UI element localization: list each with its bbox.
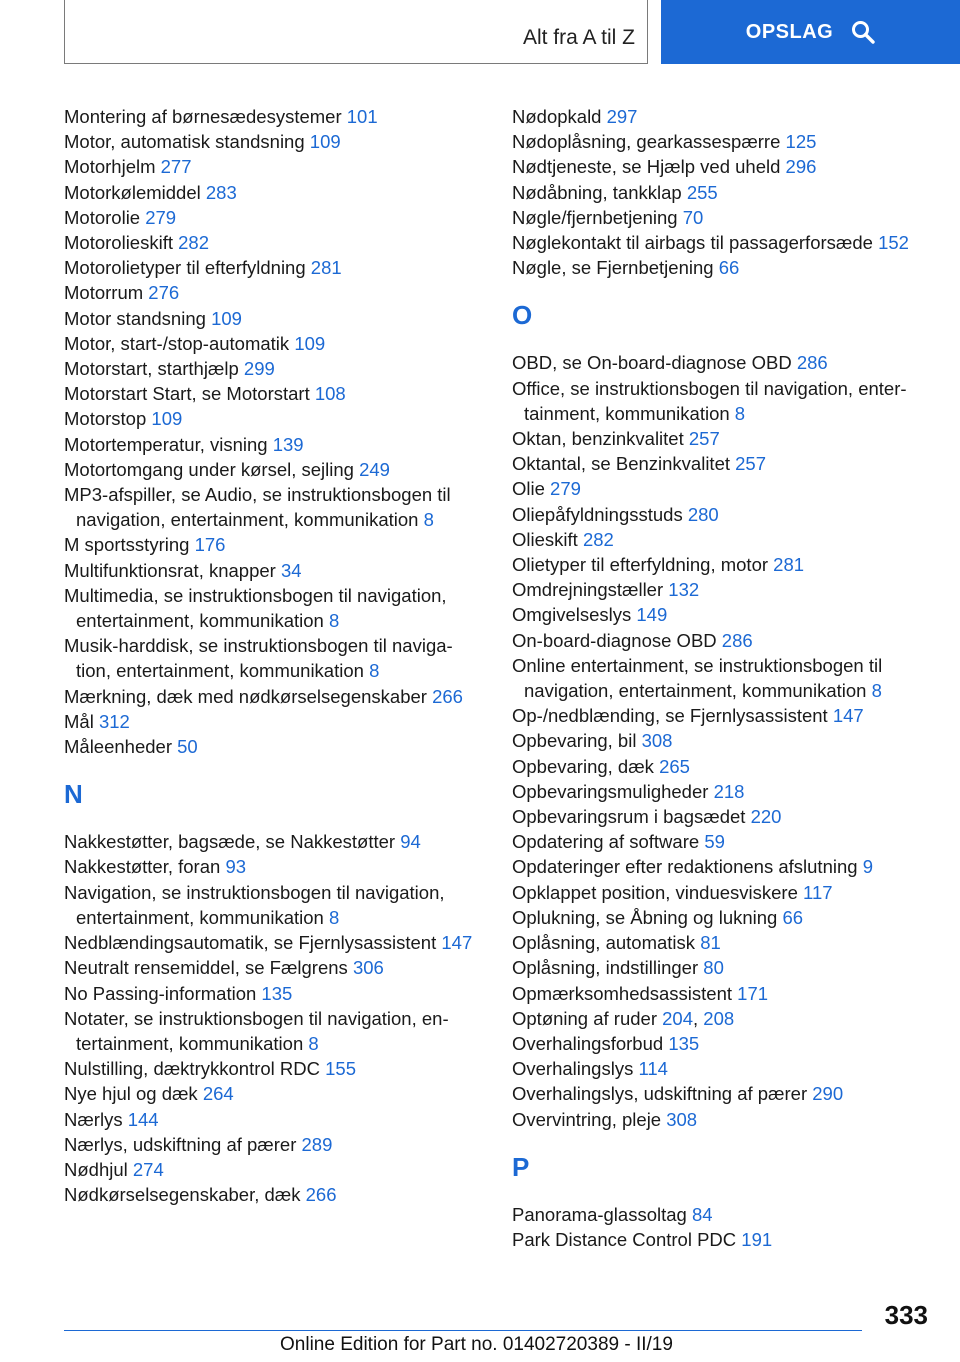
index-entry — [64, 432, 476, 457]
page-link[interactable]: 277 — [160, 156, 192, 178]
page-link[interactable]: 147 — [441, 932, 473, 954]
index-entry-text: Navigation, se instruktionsbogen til navigation, entertainment, kommunikation — [64, 881, 445, 928]
index-entry-text: Op-/nedblænding, se Fjernlysassistent — [512, 705, 833, 727]
page-link[interactable]: 152 — [878, 232, 909, 254]
page-link[interactable]: 257 — [735, 453, 767, 475]
index-entry-text: Olietyper til efterfyldning, motor — [512, 554, 774, 576]
index-entry-text: Motorstart, starthjælp — [64, 358, 244, 380]
index-entry-text: Multimedia, se instruktionsbogen til navigation, entertainment, kommunikation — [64, 584, 447, 632]
index-entry-text: Nøgle, se Fjernbetjening — [512, 257, 719, 279]
page-link[interactable]: 191 — [741, 1228, 773, 1250]
index-entry-text: Nærlys — [64, 1108, 128, 1130]
index-entry — [512, 230, 932, 255]
page-link[interactable]: 59 — [704, 831, 725, 853]
index-entry — [64, 104, 476, 129]
page-link[interactable]: 274 — [132, 1158, 164, 1180]
page-link[interactable]: 114 — [638, 1058, 668, 1080]
index-entry — [64, 406, 476, 431]
page-link[interactable]: 93 — [225, 856, 247, 878]
index-entry-text: Olieskift — [512, 528, 583, 550]
footer-divider — [64, 1330, 862, 1331]
index-entry — [512, 602, 932, 627]
page-link[interactable]: 101 — [346, 106, 378, 127]
index-entry-text: Motortemperatur, visning — [64, 433, 273, 455]
page-link[interactable]: 289 — [301, 1133, 333, 1155]
index-entry-text: Oliepåfyldningsstuds — [512, 503, 688, 525]
index-entry-text: Nedblændingsautomatik, se Fjernlysassistent — [64, 932, 442, 954]
index-entry — [64, 180, 476, 205]
page-link[interactable]: 176 — [194, 534, 226, 556]
page-link[interactable]: 255 — [686, 181, 718, 203]
index-entry-text: Opbevaringsmuligheder — [512, 780, 714, 802]
index-entry — [512, 426, 932, 451]
page-link[interactable]: 66 — [782, 906, 804, 928]
index-entry-text: Nulstilling, dæktrykkontrol RDC — [64, 1058, 326, 1080]
index-entry — [512, 376, 932, 426]
page-link[interactable]: 204 — [662, 1007, 694, 1029]
index-entry — [64, 1107, 476, 1132]
index-entry — [512, 502, 932, 527]
index-entry — [64, 684, 476, 709]
index-entry-text: Montering af børnesædesystemer — [64, 106, 347, 127]
index-entry-text: Motorolieskift — [64, 232, 179, 254]
index-entry-text: Nødoplåsning, gearkassespærre — [512, 131, 786, 153]
index-entry — [512, 577, 932, 602]
index-entry — [512, 880, 932, 905]
index-entry — [512, 779, 932, 804]
page-link[interactable]: 306 — [352, 957, 384, 979]
index-entry — [512, 154, 932, 179]
page-link[interactable]: 276 — [148, 282, 180, 304]
page-link[interactable]: 66 — [718, 257, 740, 279]
index-entry — [512, 955, 932, 980]
index-entry-text: Nødåbning, tankklap — [512, 181, 687, 203]
index-entry-text: Motorolie — [64, 206, 146, 228]
index-entry-text: Motorkølemiddel — [64, 181, 206, 203]
index-entry-text: Omdrejningstæller — [512, 579, 669, 601]
index-entry-text: Oktantal, se Benzinkvalitet — [512, 453, 736, 475]
index-entry — [64, 356, 476, 381]
index-entry-text: Opklappet position, vinduesviskere — [512, 881, 804, 903]
index-entry — [64, 583, 476, 633]
index-column-right — [512, 104, 932, 1252]
index-entry-text: Mål — [64, 710, 99, 732]
index-entry-text: Overhalingslys — [512, 1058, 639, 1080]
index-entry — [64, 930, 476, 955]
index-entry — [512, 628, 932, 653]
index-entry-text: Motorhjelm — [64, 156, 161, 178]
page-link[interactable]: 283 — [205, 181, 237, 203]
index-entry-text: Olie — [512, 478, 551, 500]
page-link[interactable]: 282 — [582, 528, 614, 550]
index-entry — [512, 1056, 932, 1081]
index-entry — [64, 154, 476, 179]
index-entry-text: OBD, se On-board-diagnose OBD — [512, 352, 797, 374]
index-entry — [512, 703, 932, 728]
index-entry-text: Omgivelseslys — [512, 604, 637, 626]
index-entry — [64, 558, 476, 583]
index-entry-text: No Passing-information — [64, 982, 262, 1004]
index-entry — [512, 527, 932, 552]
page-link[interactable]: 135 — [261, 982, 293, 1004]
page-link[interactable]: 80 — [703, 957, 724, 979]
index-entry-text: Nødhjul — [64, 1158, 133, 1180]
index-entry-text: Multifunktionsrat, knapper — [64, 559, 281, 581]
index-letter-heading: O — [512, 300, 533, 331]
page-link[interactable]: 81 — [700, 932, 721, 954]
index-entry-text: MP3-afspiller, se Audio, se instruktionsbogen til navigation, entertainment, kommunikation — [64, 484, 451, 531]
page-link[interactable]: 299 — [243, 358, 275, 380]
index-entry — [512, 1227, 932, 1252]
index-entry-text: Nærlys, udskiftning af pærer — [64, 1133, 302, 1155]
index-entry — [512, 728, 932, 753]
index-letter-heading: N — [64, 779, 83, 810]
page-link[interactable]: 109 — [211, 307, 242, 329]
index-entry — [512, 1202, 932, 1227]
page-link[interactable]: 257 — [688, 428, 720, 450]
page-link[interactable]: 8 — [328, 906, 340, 928]
page-link[interactable]: 147 — [832, 705, 864, 727]
index-entry — [512, 104, 932, 129]
index-entry — [512, 180, 932, 205]
page-link[interactable]: 34 — [280, 559, 302, 581]
index-entry-text: Overhalingslys, udskiftning af pærer — [512, 1083, 813, 1105]
index-entry-text: Opbevaring, bil — [512, 730, 642, 752]
index-entry-text: Notater, se instruktionsbogen til navigation, entertainment, kommunikation — [64, 1007, 449, 1054]
section-title: Alt fra A til Z — [522, 26, 635, 49]
page-link[interactable]: 132 — [668, 579, 700, 601]
page-link[interactable]: 208 — [703, 1007, 735, 1029]
page-link[interactable]: 8 — [328, 610, 340, 632]
page-link[interactable]: 50 — [177, 736, 198, 758]
index-entry-text: Måleenheder — [64, 736, 178, 758]
index-entry — [64, 306, 476, 331]
index-entry-text: Opdatering af software — [512, 831, 705, 853]
index-entry-text: Office, se instruktionsbogen til navigation, entertainment, kommunikation — [512, 377, 907, 424]
page-link[interactable]: 171 — [737, 982, 769, 1004]
page-link[interactable]: 279 — [550, 478, 581, 500]
index-entry-text: Online entertainment, se instruktionsbogen til navigation, entertainment, kommunikation — [512, 654, 883, 702]
index-entry — [512, 829, 932, 854]
index-entry-text: Nakkestøtter, foran — [64, 856, 226, 878]
index-entry — [512, 930, 932, 955]
index-entry-text: Motortomgang under kørsel, sejling — [64, 458, 360, 480]
page-link[interactable]: 125 — [785, 131, 817, 153]
index-entry — [64, 709, 476, 734]
index-entry-text: Nøglekontakt til airbags til passagerforsæde — [512, 232, 879, 254]
index-entry-text: Oplukning, se Åbning og lukning — [512, 906, 783, 928]
index-entry — [64, 1081, 476, 1106]
index-entry — [512, 255, 932, 280]
page-link[interactable]: 281 — [773, 554, 805, 576]
page-link[interactable]: 94 — [400, 831, 421, 853]
header-section-frame — [64, 0, 648, 64]
page-link[interactable]: 308 — [666, 1108, 698, 1130]
index-entry-text: Oplåsning, indstillinger — [512, 957, 704, 979]
index-entry — [64, 854, 476, 879]
page-link[interactable]: 220 — [750, 806, 782, 828]
page-link[interactable]: 290 — [812, 1083, 844, 1105]
page-link[interactable]: 8 — [308, 1032, 319, 1054]
index-entry-text: Motor, automatisk standsning — [64, 131, 310, 153]
index-entry-text: Opmærksomhedsassistent — [512, 982, 738, 1004]
index-entry — [64, 1182, 476, 1207]
index-entry-text: Nødkørselsegenskaber, dæk — [64, 1184, 306, 1206]
page-number: 333 — [884, 1300, 928, 1330]
index-entry — [64, 1056, 476, 1081]
index-entry-text: Motor, start-/stop-automatik — [64, 332, 295, 354]
index-entry — [64, 331, 476, 356]
index-entry-text: Nødtjeneste, se Hjælp ved uheld — [512, 156, 786, 178]
page-link[interactable]: 312 — [98, 710, 130, 732]
index-entry — [512, 451, 932, 476]
index-entry — [64, 1157, 476, 1182]
index-entry — [512, 476, 932, 501]
page-separator: , — [693, 1007, 704, 1029]
index-entry — [64, 1132, 476, 1157]
index-entry — [64, 532, 476, 557]
index-entry — [64, 280, 476, 305]
lookup-label: OPSLAG — [745, 20, 834, 43]
index-entry — [512, 804, 932, 829]
page-link[interactable]: 8 — [734, 402, 746, 424]
index-entry — [512, 129, 932, 154]
page-link[interactable]: 296 — [785, 156, 817, 178]
page-link[interactable]: 135 — [668, 1032, 700, 1054]
index-entry-text: Opdateringer efter redaktionens afslutning — [512, 856, 863, 878]
index-entry — [512, 854, 932, 879]
index-entry — [64, 955, 476, 980]
index-entry — [64, 457, 476, 482]
index-entry-text: Motorrum — [64, 282, 149, 304]
index-entry-text: Overhalingsforbud — [512, 1032, 669, 1054]
page-link[interactable]: 280 — [687, 503, 719, 525]
index-entry — [64, 880, 476, 930]
index-entry — [512, 653, 932, 703]
index-entry — [64, 205, 476, 230]
index-entry — [64, 129, 476, 154]
index-entry — [64, 482, 476, 532]
index-entry — [512, 1006, 932, 1031]
page-link[interactable]: 109 — [151, 408, 183, 430]
index-entry — [64, 981, 476, 1006]
index-entry-text: Overvintring, pleje — [512, 1108, 667, 1130]
index-entry-text: Mærkning, dæk med nødkørselsegenskaber — [64, 685, 433, 707]
index-entry-text: Nye hjul og dæk — [64, 1083, 203, 1105]
page-link[interactable]: 117 — [803, 881, 833, 903]
index-entry-text: Opbevaring, dæk — [512, 755, 660, 777]
page-link[interactable]: 84 — [691, 1203, 713, 1225]
index-entry — [64, 230, 476, 255]
page-link[interactable]: 139 — [272, 433, 304, 455]
page-link[interactable]: 108 — [314, 383, 346, 405]
page-link[interactable]: 8 — [423, 509, 434, 531]
index-entry — [64, 1006, 476, 1056]
index-entry-text: Motorstart Start, se Motorstart — [64, 383, 315, 405]
page-link[interactable]: 308 — [641, 730, 673, 752]
page-link[interactable]: 8 — [369, 660, 380, 682]
page-link[interactable]: 149 — [636, 604, 668, 626]
page-link[interactable]: 9 — [862, 856, 873, 878]
page-link[interactable]: 109 — [294, 332, 326, 354]
index-entry — [512, 1107, 932, 1132]
index-entry-text: Panorama-glassoltag — [512, 1203, 692, 1225]
index-entry — [512, 905, 932, 930]
page-link[interactable]: 144 — [127, 1108, 159, 1130]
index-entry — [64, 633, 476, 683]
page-link[interactable]: 279 — [145, 206, 177, 228]
index-entry-text: Opbevaringsrum i bagsædet — [512, 806, 751, 828]
page-link[interactable]: 109 — [309, 131, 341, 153]
index-entry-text: Neutralt rensemiddel, se Fælgrens — [64, 957, 353, 979]
search-icon — [851, 20, 875, 44]
index-entry — [64, 829, 476, 854]
page-link[interactable]: 282 — [178, 232, 209, 254]
page-link[interactable]: 286 — [796, 352, 828, 374]
index-entry-text: Musik-harddisk, se instruktionsbogen til navigation, entertainment, kommunikation — [64, 635, 453, 682]
page-link[interactable]: 249 — [359, 458, 390, 480]
index-entry-text: Nakkestøtter, bagsæde, se Nakkestøtter — [64, 831, 401, 853]
page-link[interactable]: 70 — [682, 206, 704, 228]
index-entry — [512, 1031, 932, 1056]
lookup-button[interactable] — [661, 0, 960, 64]
page-link[interactable]: 218 — [713, 780, 745, 802]
page-link[interactable]: 266 — [432, 685, 463, 707]
index-entry — [512, 350, 932, 375]
index-entry — [64, 734, 476, 759]
index-entry — [512, 1081, 932, 1106]
index-entry — [512, 754, 932, 779]
index-entry-text: Optøning af ruder — [512, 1007, 663, 1029]
index-entry-text: M sportsstyring — [64, 534, 195, 556]
index-entry-text: On-board-diagnose OBD — [512, 629, 722, 651]
index-entry-text: Park Distance Control PDC — [512, 1228, 742, 1250]
page-link[interactable]: 265 — [659, 755, 690, 777]
page-link[interactable]: 8 — [871, 680, 882, 702]
index-letter-heading: P — [512, 1151, 530, 1182]
page-link[interactable]: 264 — [202, 1083, 234, 1105]
page-link[interactable]: 281 — [310, 257, 342, 279]
page-link[interactable]: 155 — [325, 1058, 356, 1080]
index-entry-text: Motor standsning — [64, 307, 212, 329]
index-entry — [512, 205, 932, 230]
index-entry-text: Nødopkald — [512, 106, 607, 127]
page-link[interactable]: 286 — [721, 629, 753, 651]
edition-footer: Online Edition for Part no. 01402720389 - II/19 — [280, 1334, 673, 1355]
index-entry-text: Nøgle/fjernbetjening — [512, 206, 683, 228]
page-link[interactable]: 297 — [606, 106, 638, 127]
index-entry — [64, 255, 476, 280]
index-entry — [512, 552, 932, 577]
index-entry — [64, 381, 476, 406]
index-column-left — [64, 104, 476, 1207]
index-entry-text: Oktan, benzinkvalitet — [512, 428, 689, 450]
page-link[interactable]: 266 — [305, 1184, 337, 1206]
index-entry-text: Motorstop — [64, 408, 152, 430]
index-entry — [512, 981, 932, 1006]
index-entry-text: Motorolietyper til efterfyldning — [64, 257, 311, 279]
index-entry-text: Oplåsning, automatisk — [512, 932, 701, 954]
